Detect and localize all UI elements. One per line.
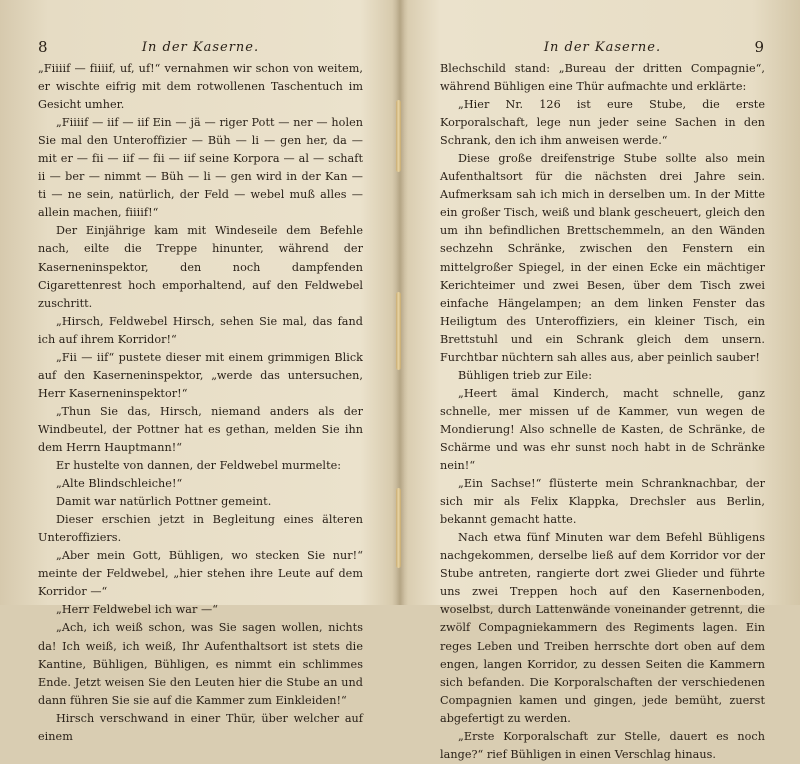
paragraph: „Heert ämal Kinderch, macht schnelle, ganz schnelle, mer missen uf de Kammer, vun wegen de Mondierung! Also schnelle de Kasten, de Schränke, de Schärme und was ehr sunst noch habt in de Schränke nein!“ [440, 386, 765, 473]
paragraph: „Ach, ich weiß schon, was Sie sagen wollen, nichts da! Ich weiß, ich weiß, Ihr Aufenthaltsort ist stets die Kantine, Bühligen, Bühligen, es nimmt ein schlimmes Ende. Jetzt weisen Sie den Leuten hier die Stube an und dann führen Sie sie auf die Kammer zum Einkleiden!“ [38, 621, 363, 707]
paragraph: Der Einjährige kam mit Windeseile dem Befehle nach, eilte die Treppe hinunter, während der Kaserneninspektor, den noch dampfenden Cigarettenrest hoch emporhaltend, auf den Feldwebel zuschritt. [38, 224, 363, 310]
page-header [38, 38, 363, 60]
page-body [38, 60, 363, 746]
paragraph: Nach etwa fünf Minuten war dem Befehl Bühligens nachgekommen, derselbe ließ auf dem Korridor vor der Stube antreten, rangierte dort zwei Glieder und führte uns zwei Treppen hoch auf den Kasernenboden, woselbst, durch Lattenwände voneinander getrennt, die zwölf Compagniekammern des Regiments lagen. Ein reges Leben und Treiben herrschte dort oben auf dem engen, langen Korridor, zu dessen Seiten die Kammern sich befanden. Die Korporalschaften der verschiedenen Compagnien kamen und gingen, jede bemüht, zuerst abgefertigt zu werden. [440, 531, 765, 725]
paragraph: Bühligen trieb zur Eile: [458, 368, 593, 382]
paragraph: „Hier Nr. 126 ist eure Stube, die erste Korporalschaft, lege nun jeder seine Sachen in den Schrank, den ich ihm anweisen werde.“ [440, 98, 765, 148]
paragraph: „Erste Korporalschaft zur Stelle, dauert es noch lange?“ rief Bühligen in einen Verschlag hinaus. [440, 729, 765, 761]
binding-thread [396, 488, 401, 568]
running-head: In der Kaserne. [543, 40, 662, 55]
binding-thread [396, 100, 401, 172]
right-page [440, 38, 765, 764]
paragraph: „Alte Blindschleiche!“ [56, 477, 183, 491]
paragraph: Hirsch verschwand in einer Thür, über welcher auf einem [38, 711, 363, 743]
paragraph: „Hirsch, Feldwebel Hirsch, sehen Sie mal, das fand ich auf ihrem Korridor!“ [38, 314, 363, 346]
paragraph: „Fii — iif“ pustete dieser mit einem grimmigen Blick auf den Kaserneninspektor, „werde das untersuchen, Herr Kaserneninspektor!“ [38, 350, 363, 400]
paragraph: Er hustelte von dannen, der Feldwebel murmelte: [56, 459, 342, 473]
page-header [440, 38, 765, 60]
page-body [440, 60, 765, 764]
binding-thread [396, 292, 401, 370]
paragraph: „Fiiiif — iif — iif Ein — jä — riger Pott — ner — holen Sie mal den Unteroffizier — Büh — li — gen her, da — mit er — fii — iif — fii — iif seine Korpora — al — schaft ii — ber — nimmt — Büh — li — gen wird in der Kan — ti — ne sein, natürlich, der Feld — webel muß alles — allein machen, fiiiif!“ [38, 116, 363, 220]
left-page [38, 38, 363, 746]
page-number: 9 [754, 38, 765, 56]
paragraph: „Aber mein Gott, Bühligen, wo stecken Sie nur!“ meinte der Feldwebel, „hier stehen ihre Leute auf dem Korridor —“ [38, 549, 363, 599]
paragraph: „Fiiiif — fiiiif, uf, uf!“ vernahmen wir schon von weitem, er wischte eifrig mit dem rotwollenen Taschentuch im Gesicht umher. [38, 62, 363, 112]
paragraph: Damit war natürlich Pottner gemeint. [56, 495, 272, 509]
paragraph: Dieser erschien jetzt in Begleitung eines älteren Unteroffiziers. [38, 513, 363, 545]
paragraph: „Thun Sie das, Hirsch, niemand anders als der Windbeutel, der Pottner hat es gethan, melden Sie ihn dem Herrn Hauptmann!“ [38, 404, 363, 454]
paragraph: Diese große dreifenstrige Stube sollte also mein Aufenthaltsort für die nächsten drei Jahre sein. Aufmerksam sah ich mich in derselben um. In der Mitte ein großer Tisch, weiß und blank gescheuert, gleich den um ihn befindlichen Brettschemmeln, an den Wänden sechzehn Schränke, zwischen den Fenstern ein mittelgroßer Spiegel, in der einen Ecke ein mächtiger Kerichteimer und zwei Besen, über dem Tisch zwei einfache Hängelampen; an dem linken Fenster das Heiligtum des Unteroffiziers, ein kleiner Tisch, ein Brettstuhl und ein Schrank gleich dem unsern. Furchtbar nüchtern sah alles aus, aber peinlich sauber! [440, 152, 765, 364]
running-head: In der Kaserne. [141, 40, 260, 55]
paragraph: „Ein Sachse!“ flüsterte mein Schranknachbar, der sich mir als Felix Klappka, Drechsler aus Berlin, bekannt gemacht hatte. [440, 477, 765, 527]
paragraph: Blechschild stand: „Bureau der dritten Compagnie“, während Bühligen eine Thür aufmachte und erklärte: [440, 62, 765, 94]
paragraph: „Herr Feldwebel ich war —“ [56, 603, 219, 617]
page-number: 8 [38, 38, 49, 56]
